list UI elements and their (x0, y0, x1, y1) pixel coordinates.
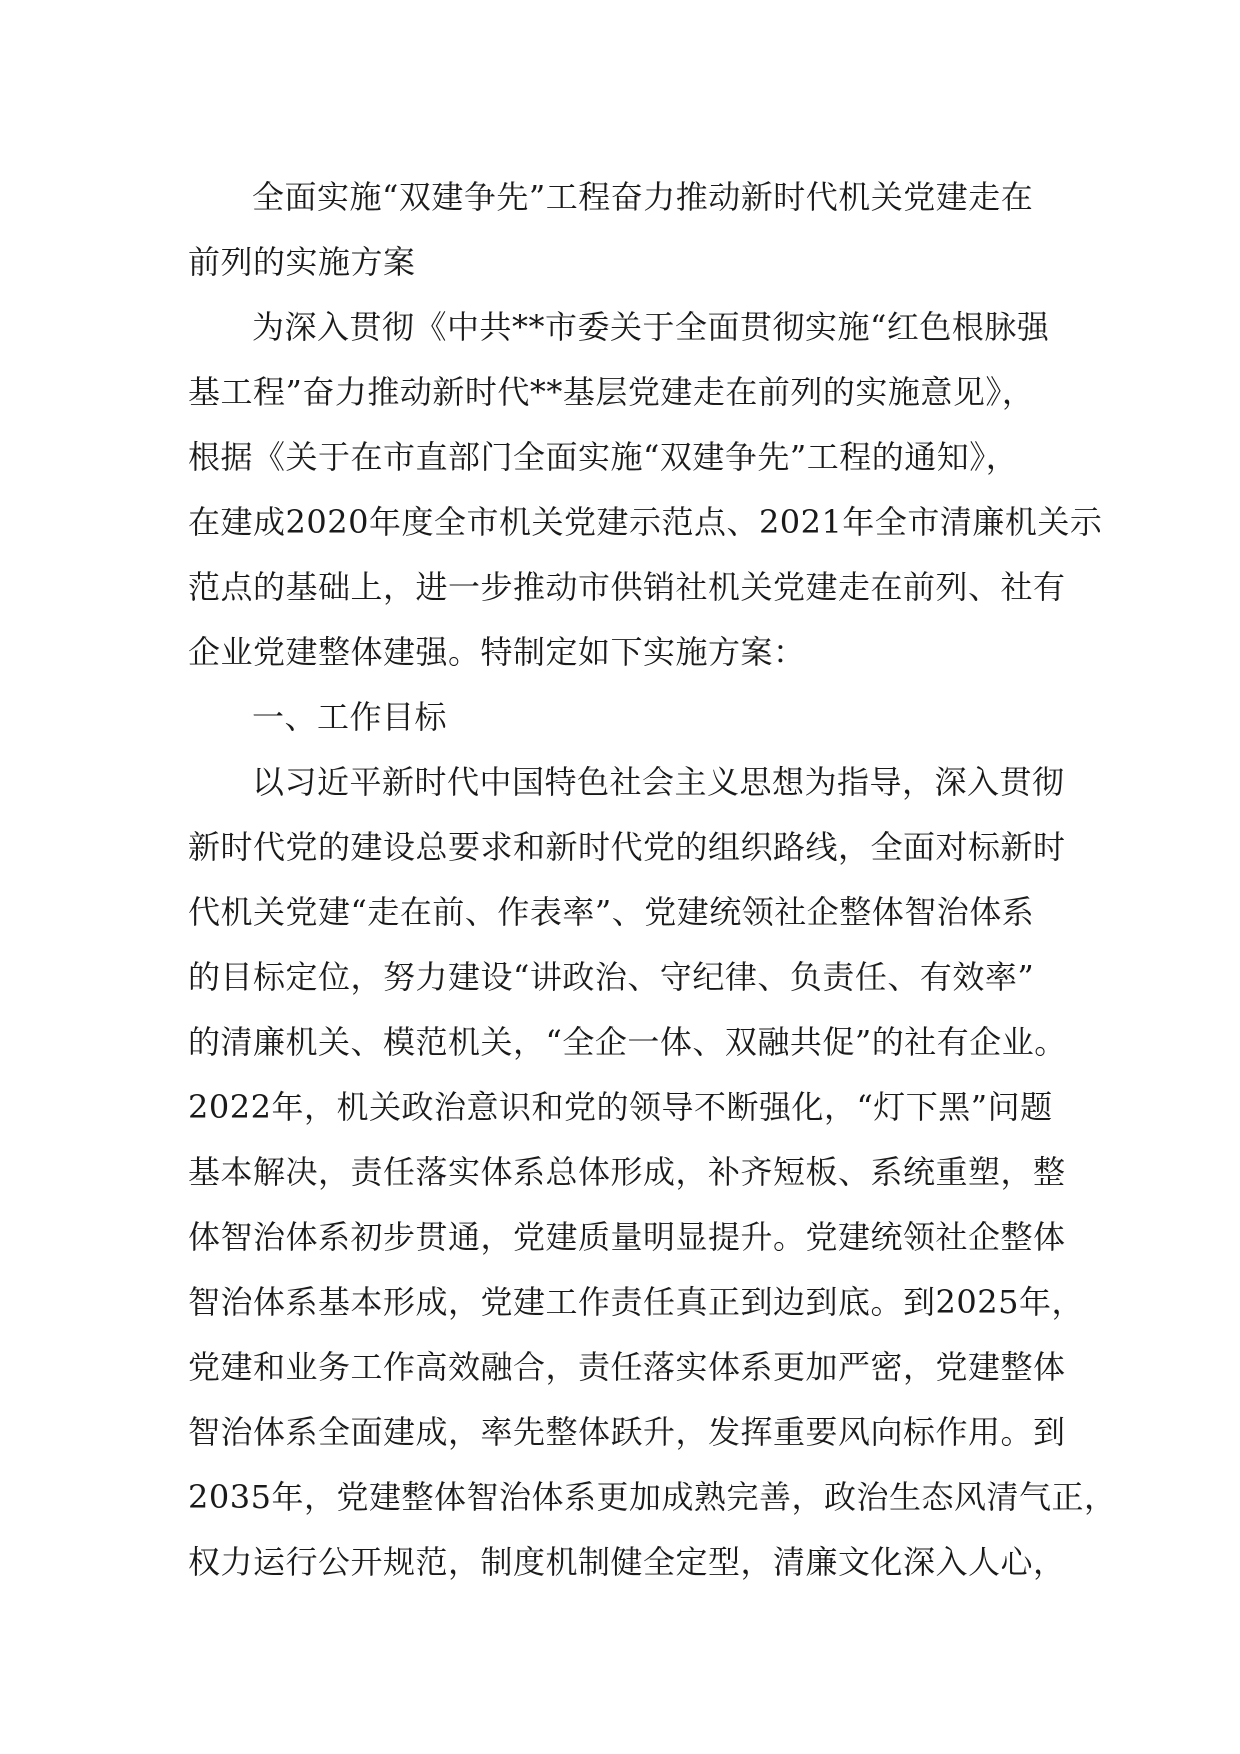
paragraph-line: 基工程”奋力推动新时代**基层党建走在前列的实施意见》， (188, 373, 1035, 411)
paragraph-line: 新时代党的建设总要求和新时代党的组织路线，全面对标新时 (188, 828, 1066, 866)
document-title (188, 165, 1068, 295)
paragraph-line: 智治体系基本形成，党建工作责任真正到边到底。到2025年， (188, 1283, 1084, 1321)
document-body (188, 165, 1117, 1595)
paragraph-line: 范点的基础上，进一步推动市供销社机关党建走在前列、社有 (188, 568, 1066, 606)
paragraph-line: 的目标定位，努力建设“讲政治、守纪律、负责任、有效率” (188, 958, 1035, 996)
paragraph-line: 代机关党建“走在前、作表率”、党建统领社企整体智治体系 (188, 893, 1035, 931)
paragraph-line: 体智治体系初步贯通，党建质量明显提升。党建统领社企整体 (188, 1218, 1066, 1256)
intro-paragraph (188, 295, 1103, 685)
paragraph-line: 的清廉机关、模范机关，“全企一体、双融共促”的社有企业。 (188, 1023, 1067, 1061)
paragraph-line: 企业党建整体建强。特制定如下实施方案： (188, 633, 806, 671)
paragraph-line: 基本解决，责任落实体系总体形成，补齐短板、系统重塑，整 (188, 1153, 1066, 1191)
section-heading (188, 685, 1068, 750)
paragraph-line: 以习近平新时代中国特色社会主义思想为指导，深入贯彻 (252, 763, 1065, 801)
paragraph-line: 权力运行公开规范，制度机制健全定型，清廉文化深入人心， (188, 1543, 1066, 1581)
section-heading-text: 一、工作目标 (252, 698, 448, 736)
paragraph-line: 党建和业务工作高效融合，责任落实体系更加严密，党建整体 (188, 1348, 1066, 1386)
title-line: 全面实施“双建争先”工程奋力推动新时代机关党建走在 (252, 178, 1034, 216)
paragraph-line: 为深入贯彻《中共**市委关于全面贯彻实施“红色根脉强 (252, 308, 1050, 346)
paragraph-line: 根据《关于在市直部门全面实施“双建争先”工程的通知》， (188, 438, 1019, 476)
paragraph-line: 在建成2020年度全市机关党建示范点、2021年全市清廉机关示 (188, 503, 1103, 541)
paragraph-line: 2022年，机关政治意识和党的领导不断强化，“灯下黑”问题 (188, 1088, 1053, 1126)
title-line: 前列的实施方案 (188, 243, 416, 281)
section-paragraph (188, 750, 1117, 1595)
paragraph-line: 智治体系全面建成，率先整体跃升，发挥重要风向标作用。到 (188, 1413, 1066, 1451)
paragraph-line: 2035年，党建整体智治体系更加成熟完善，政治生态风清气正， (188, 1478, 1117, 1516)
